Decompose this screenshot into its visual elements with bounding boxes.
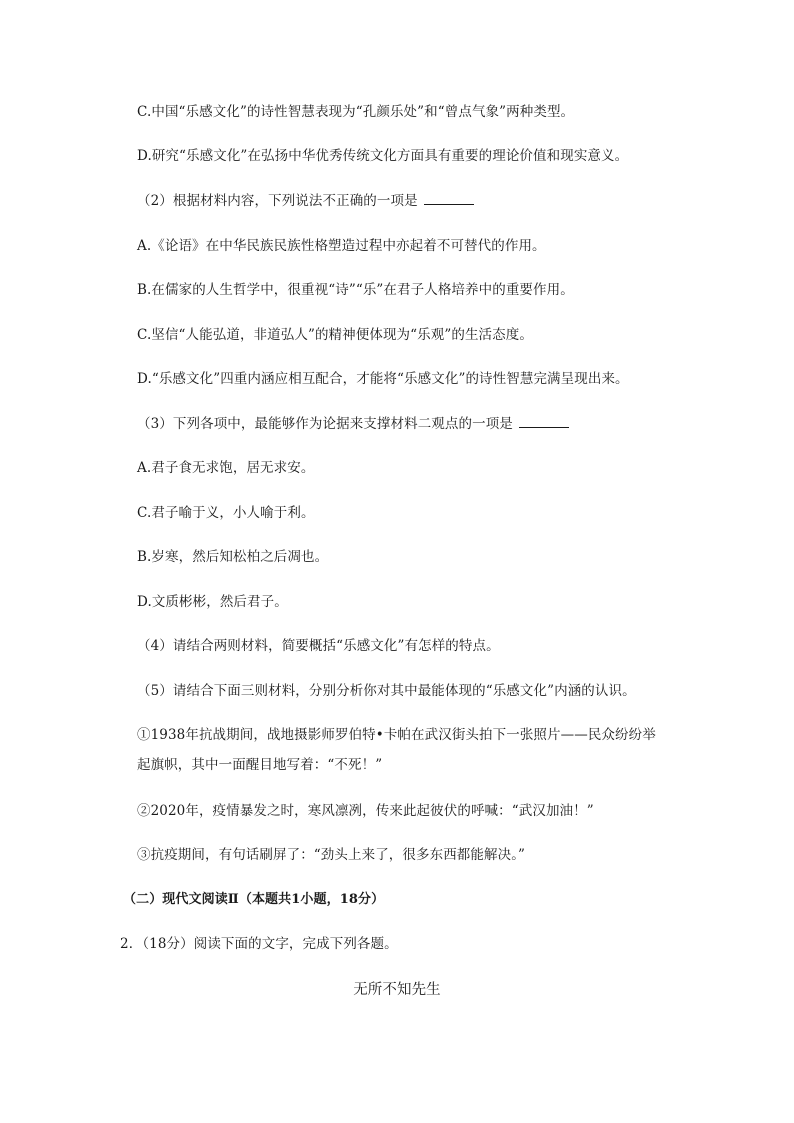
option-c-q2: C.坚信“人能弘道，非道弘人”的精神便体现为“乐观”的生活态度。 (137, 327, 533, 343)
option-a-q2: A.《论语》在中华民族民族性格塑造过程中亦起着不可替代的作用。 (137, 238, 546, 254)
option-a-q3: A.君子食无求饱，居无求安。 (137, 460, 315, 476)
question-2-text: （2）根据材料内容，下列说法不正确的一项是 (137, 193, 418, 209)
question-5: （5）请结合下面三则材料，分别分析你对其中最能体现的“乐感文化”内涵的认识。 (137, 683, 636, 699)
question-3-text: （3）下列各项中，最能够作为论据来支撑材料二观点的一项是 (137, 416, 513, 432)
answer-blank-q2 (424, 192, 474, 205)
option-d-q1: D.研究“乐感文化”在弘扬中华优秀传统文化方面具有重要的理论价值和现实意义。 (137, 148, 629, 164)
question-2 (137, 191, 474, 211)
option-c-q1: C.中国“乐感文化”的诗性智慧表现为“孔颜乐处”和“曾点气象”两种类型。 (137, 104, 575, 120)
passage-title: 无所不知先生 (353, 982, 441, 998)
material-2: ②2020年，疫情暴发之时，寒风凛冽，传来此起彼伏的呼喊：“武汉加油！” (137, 803, 594, 819)
option-c-q3: C.君子喻于义，小人喻于利。 (137, 505, 315, 521)
material-3: ③抗疫期间，有句话刷屏了：“劲头上来了，很多东西都能解决。” (137, 847, 526, 863)
option-d-q2: D.“乐感文化”四重内涵应相互配合，才能将“乐感文化”的诗性智慧完满呈现出来。 (137, 371, 629, 387)
task-instruction: 2．（18分）阅读下面的文字，完成下列各题。 (120, 936, 398, 952)
material-1-line-2: 起旗帜，其中一面醒目地写着：“不死！” (137, 757, 383, 773)
answer-blank-q3 (519, 415, 569, 428)
option-b-q2: B.在儒家的人生哲学中，很重视“诗”“乐”在君子人格培养中的重要作用。 (137, 282, 574, 298)
section-heading: （二）现代文阅读Ⅱ（本题共1小题，18分） (123, 892, 385, 907)
question-4: （4）请结合两则材料，简要概括“乐感文化”有怎样的特点。 (137, 638, 500, 654)
option-d-q3: D.文质彬彬，然后君子。 (137, 594, 288, 610)
option-b-q3: B.岁寒，然后知松柏之后凋也。 (137, 549, 329, 565)
question-3 (137, 414, 569, 434)
material-1-line-1: ①1938年抗战期间，战地摄影师罗伯特•卡帕在武汉街头拍下一张照片——民众纷纷举 (137, 727, 656, 743)
